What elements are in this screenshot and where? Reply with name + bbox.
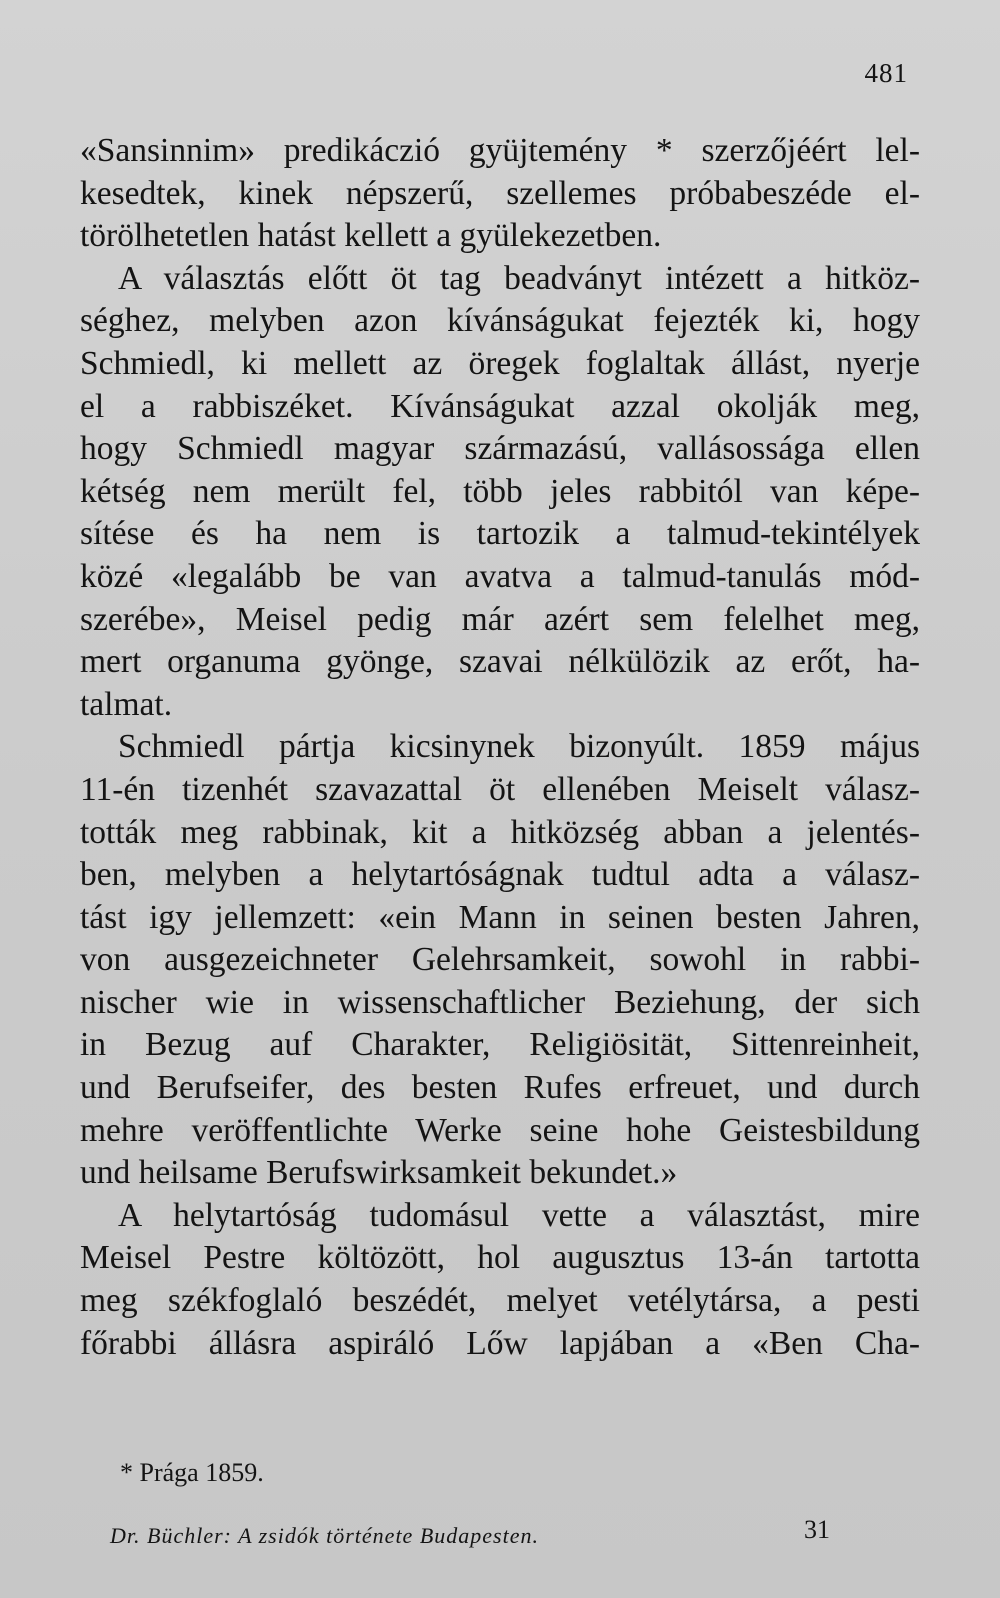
text-line: von ausgezeichneter Gelehrsamkeit, sowohl in rabbi- xyxy=(80,941,920,979)
body-text xyxy=(80,130,920,1365)
text-line: hogy Schmiedl magyar származású, vallásossága ellen xyxy=(80,430,920,468)
text-line: A helytartóság tudomásul vette a választást, mire xyxy=(118,1196,920,1234)
text-line: ben, melyben a helytartóságnak tudtul adta a válasz- xyxy=(80,856,920,894)
footer-book-reference: Dr. Büchler: A zsidók története Budapesten. xyxy=(110,1523,539,1548)
text-line: und Berufseifer, des besten Rufes erfreuet, und durch xyxy=(80,1069,920,1107)
text-line: törölhetetlen hatást kellett a gyülekezetben. xyxy=(80,217,662,255)
text-line: 11-én tizenhét szavazattal öt ellenében Meiselt válasz- xyxy=(80,770,920,808)
text-line: A választás előtt öt tag beadványt intézett a hitköz- xyxy=(118,259,920,297)
text-line: nischer wie in wissenschaftlicher Beziehung, der sich xyxy=(80,983,920,1021)
text-line: talmat. xyxy=(80,685,173,723)
text-line: mert organuma gyönge, szavai nélkülözik az erőt, ha- xyxy=(80,643,920,681)
text-line: tották meg rabbinak, kit a hitközség abban a jelentés- xyxy=(80,813,920,851)
text-line: mehre veröffentlichte Werke seine hohe Geistesbildung xyxy=(80,1111,920,1149)
text-line: kesedtek, kinek népszerű, szellemes próbabeszéde el- xyxy=(80,174,920,212)
text-line: Meisel Pestre költözött, hol augusztus 13-án tartotta xyxy=(80,1239,920,1277)
text-line: sítése és ha nem is tartozik a talmud-tekintélyek xyxy=(80,515,920,553)
text-line: tást igy jellemzett: «ein Mann in seinen besten Jahren, xyxy=(80,898,920,936)
text-line: meg székfoglaló beszédét, melyet vetélytársa, a pesti xyxy=(80,1282,920,1320)
page-number: 481 xyxy=(864,58,908,88)
text-line: szerébe», Meisel pedig már azért sem felelhet meg, xyxy=(80,600,920,638)
signature-mark: 31 xyxy=(804,1515,830,1544)
text-line: kétség nem merült fel, több jeles rabbitól van képe- xyxy=(80,472,920,510)
text-line: Schmiedl pártja kicsinynek bizonyúlt. 1859 május xyxy=(118,728,920,766)
page-footer xyxy=(100,1515,920,1555)
text-line: főrabbi állásra aspiráló Lőw lapjában a «Ben Cha- xyxy=(80,1324,920,1362)
footnote: * Prága 1859. xyxy=(120,1458,264,1487)
text-line: el a rabbiszéket. Kívánságukat azzal okolják meg, xyxy=(80,387,920,425)
text-line: «Sansinnim» predikáczió gyüjtemény * szerzőjéért lel- xyxy=(80,132,920,169)
text-line: séghez, melyben azon kívánságukat fejezték ki, hogy xyxy=(80,302,920,340)
text-line: Schmiedl, ki mellett az öregek foglaltak állást, nyerje xyxy=(80,344,920,382)
text-line: in Bezug auf Charakter, Religiösität, Sittenreinheit, xyxy=(80,1026,920,1064)
text-line: und heilsame Berufswirksamkeit bekundet.» xyxy=(80,1154,678,1192)
text-line: közé «legalább be van avatva a talmud-tanulás mód- xyxy=(80,557,920,595)
